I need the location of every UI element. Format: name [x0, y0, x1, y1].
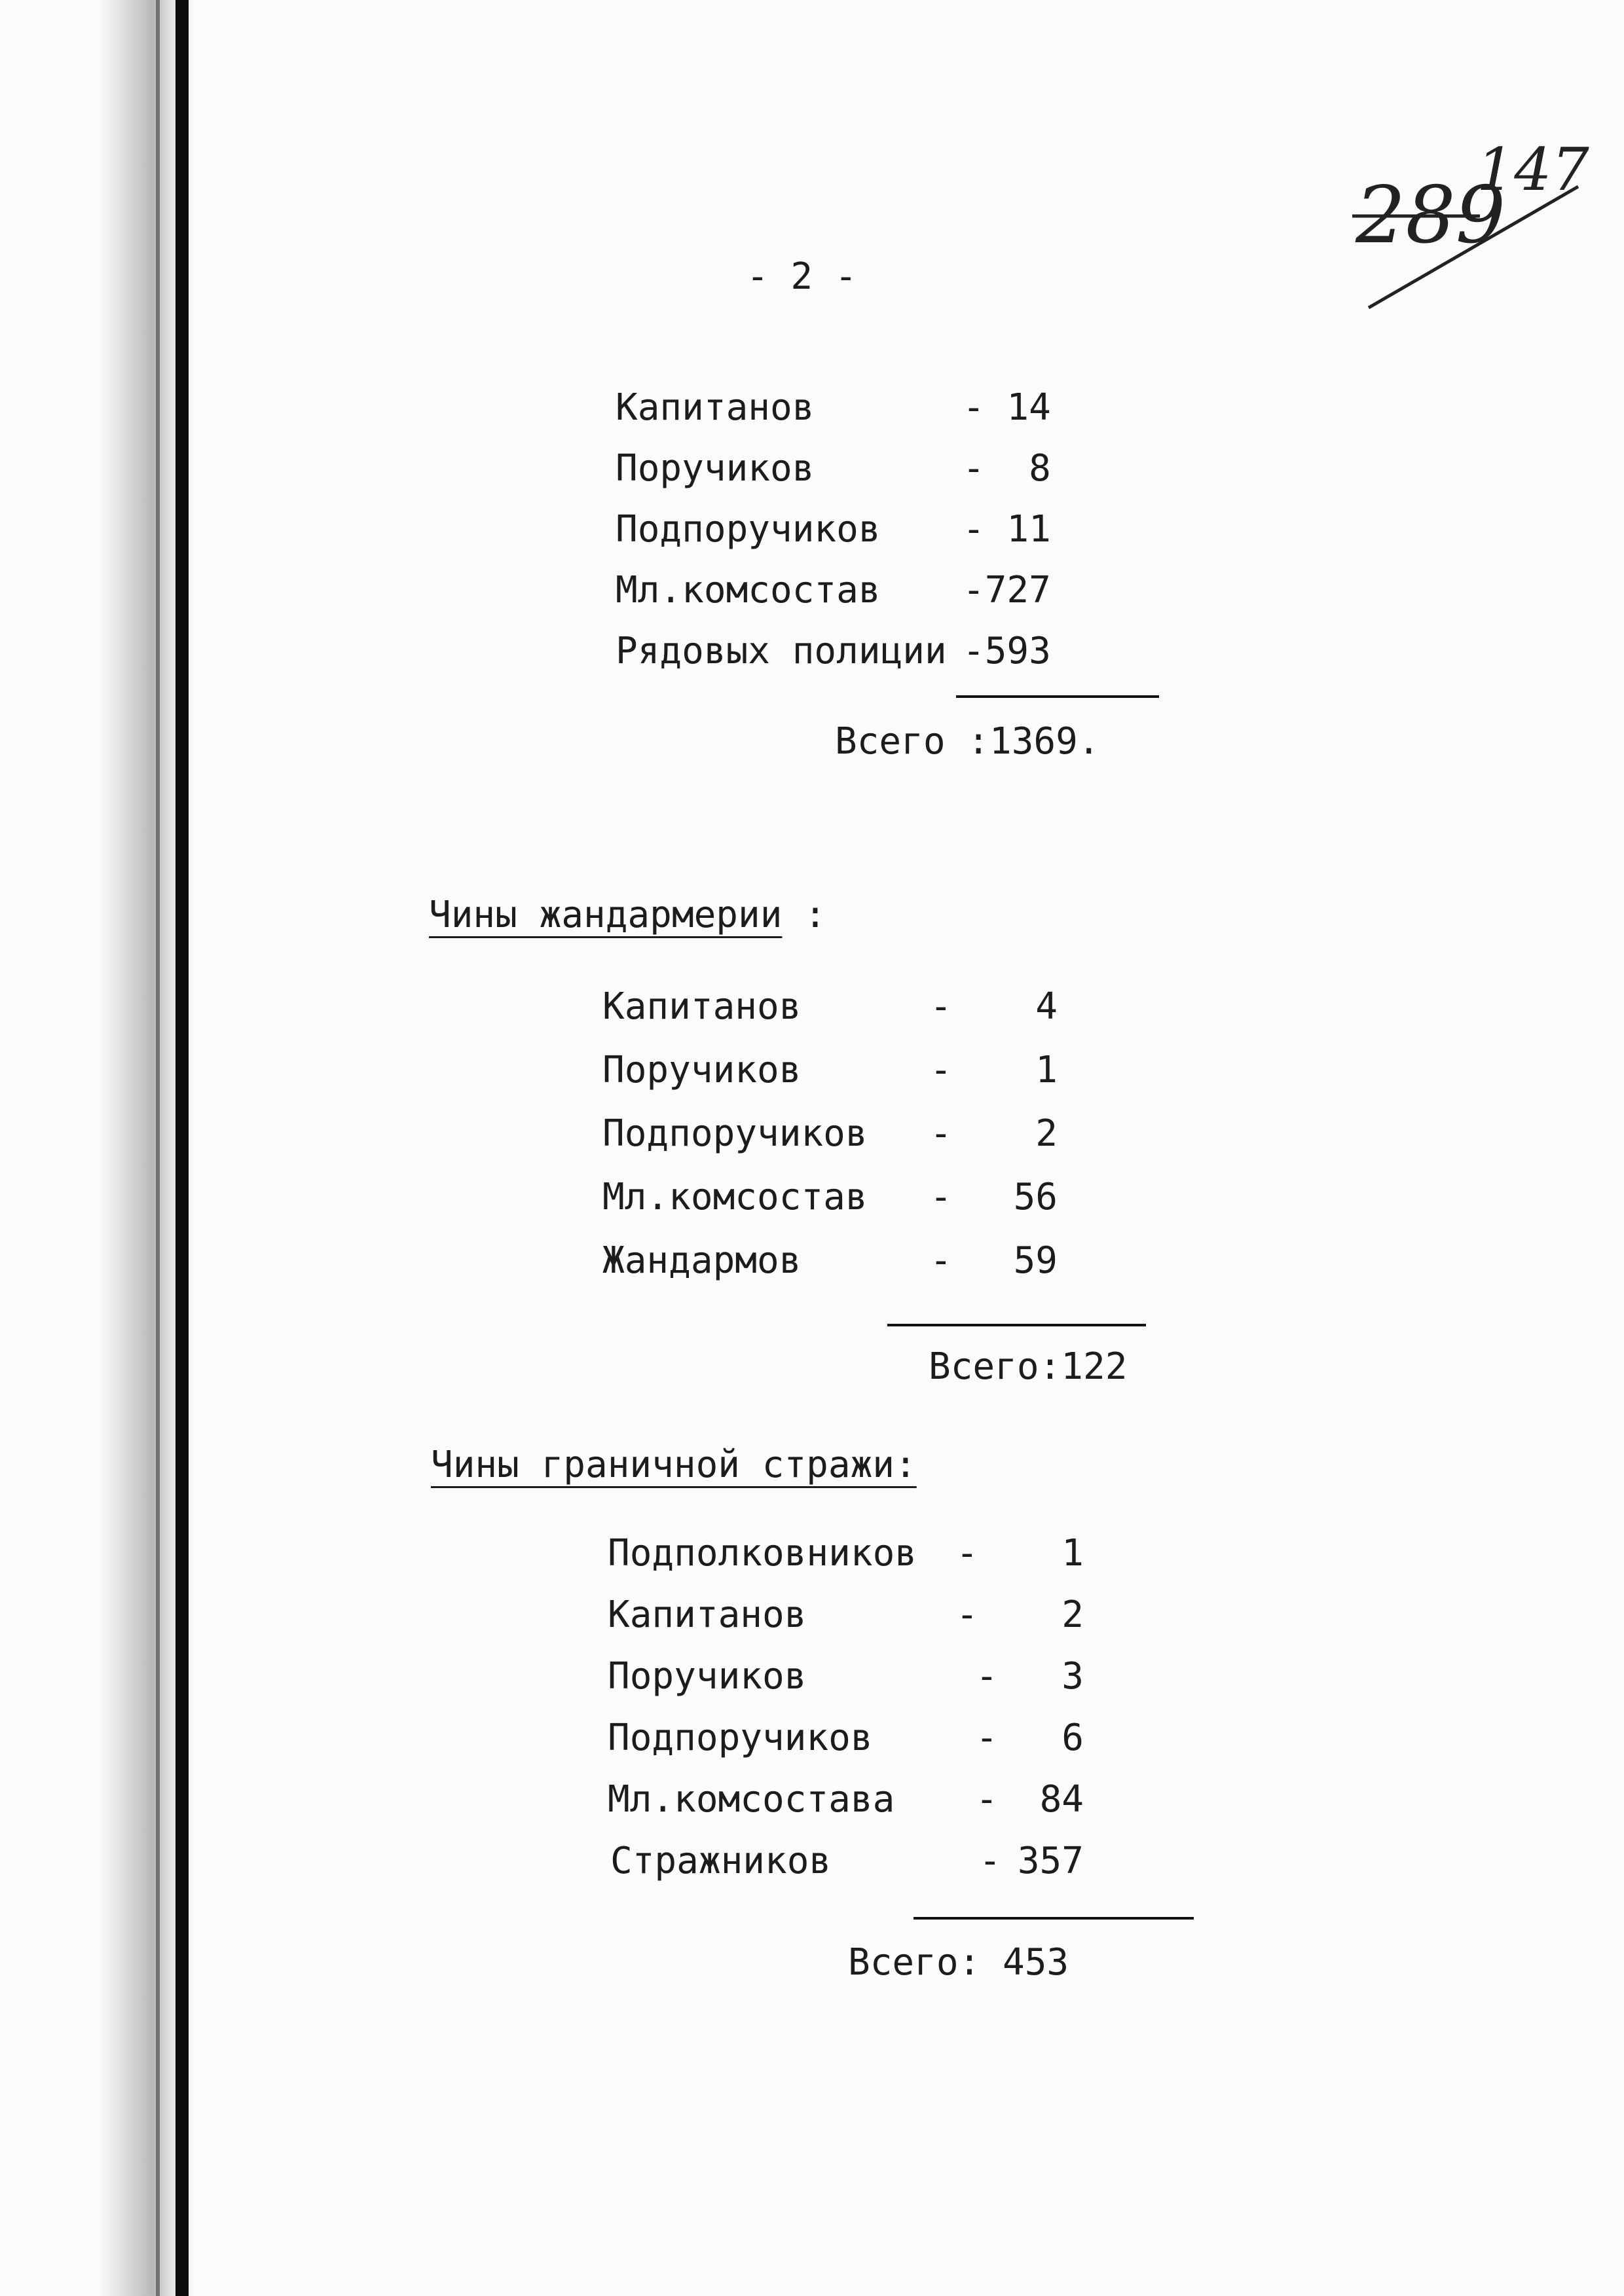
row-dash: - — [930, 985, 952, 1028]
gendarmerie-row-value: 1 — [1035, 1049, 1058, 1091]
border-guard-row-value: 2 — [1061, 1594, 1084, 1636]
row-label: Рядовых полиции — [616, 630, 947, 672]
border-guard-heading: Чины граничной стражи: — [431, 1444, 917, 1486]
gendarmerie-total: Всего:122 — [929, 1345, 1128, 1388]
row-dash: - — [956, 1532, 978, 1575]
border-guard-row-value: 6 — [1061, 1717, 1084, 1759]
border-guard-row-label: Поручиков — [608, 1655, 807, 1698]
row-dash: - — [930, 1049, 952, 1091]
row-dash: - — [956, 1594, 978, 1636]
police-total: Всего :1369. — [835, 720, 1100, 763]
row-label: Мл.комсостав — [616, 569, 881, 611]
border-guard-row-label: Подполковников — [608, 1532, 917, 1575]
gendarmerie-row-label: Капитанов — [602, 985, 802, 1028]
police-value: -593 — [963, 630, 1051, 672]
archive-number-stamp — [1342, 118, 1591, 314]
binding-line — [175, 0, 189, 2296]
row-dash: - — [930, 1176, 952, 1218]
row-dash: - — [976, 1655, 998, 1698]
police-value: - 11 — [963, 508, 1051, 551]
gendarmerie-row-value: 2 — [1035, 1112, 1058, 1155]
gendarmerie-row-label: Подпоручиков — [602, 1112, 868, 1155]
row-dash: - — [930, 1239, 952, 1282]
border-guard-row-label: Стражников — [610, 1840, 832, 1882]
row-dash: - — [976, 1717, 998, 1759]
police-row — [616, 386, 814, 429]
border-guard-row-label: Подпоручиков — [608, 1717, 873, 1759]
police-row — [616, 630, 947, 672]
row-label: Капитанов — [616, 386, 815, 429]
border-guard-row-label: Мл.комсостава — [608, 1778, 895, 1821]
row-dash: - — [976, 1778, 998, 1821]
police-row — [616, 569, 881, 611]
heading-suffix: : — [782, 894, 826, 936]
police-row — [616, 508, 881, 551]
border-guard-row-value: 1 — [1061, 1532, 1084, 1575]
page-number: - 2 - — [747, 255, 857, 298]
gendarmerie-row-label: Жандармов — [602, 1239, 802, 1282]
total-rule — [913, 1917, 1194, 1920]
border-guard-total: Всего: 453 — [848, 1941, 1069, 1984]
gendarmerie-row-value: 4 — [1035, 985, 1058, 1028]
border-guard-row-value: 357 — [1017, 1840, 1084, 1882]
total-rule — [956, 695, 1159, 698]
row-dash: - — [930, 1112, 952, 1155]
gendarmerie-row-label: Мл.комсостав — [602, 1176, 868, 1218]
police-row — [616, 447, 814, 490]
gendarmerie-row-value: 56 — [1013, 1176, 1058, 1218]
border-guard-row-label: Капитанов — [608, 1594, 807, 1636]
struck-folio-number: 289 — [1356, 170, 1506, 261]
folio-number: 147 — [1477, 136, 1589, 204]
gendarmerie-heading: Чины жандармерии — [429, 894, 783, 936]
gendarmerie-row-value: 59 — [1013, 1239, 1058, 1282]
police-value: - 14 — [963, 386, 1051, 429]
section-heading — [429, 894, 826, 936]
row-label: Поручиков — [616, 447, 815, 490]
binding-edge — [156, 0, 160, 2296]
police-value: - 8 — [963, 447, 1051, 490]
total-rule — [887, 1324, 1146, 1326]
border-guard-row-value: 84 — [1039, 1778, 1084, 1821]
row-label: Подпоручиков — [616, 508, 881, 551]
police-value: -727 — [963, 569, 1051, 611]
border-guard-row-value: 3 — [1061, 1655, 1084, 1698]
row-dash: - — [979, 1840, 1001, 1882]
gendarmerie-row-label: Поручиков — [602, 1049, 802, 1091]
